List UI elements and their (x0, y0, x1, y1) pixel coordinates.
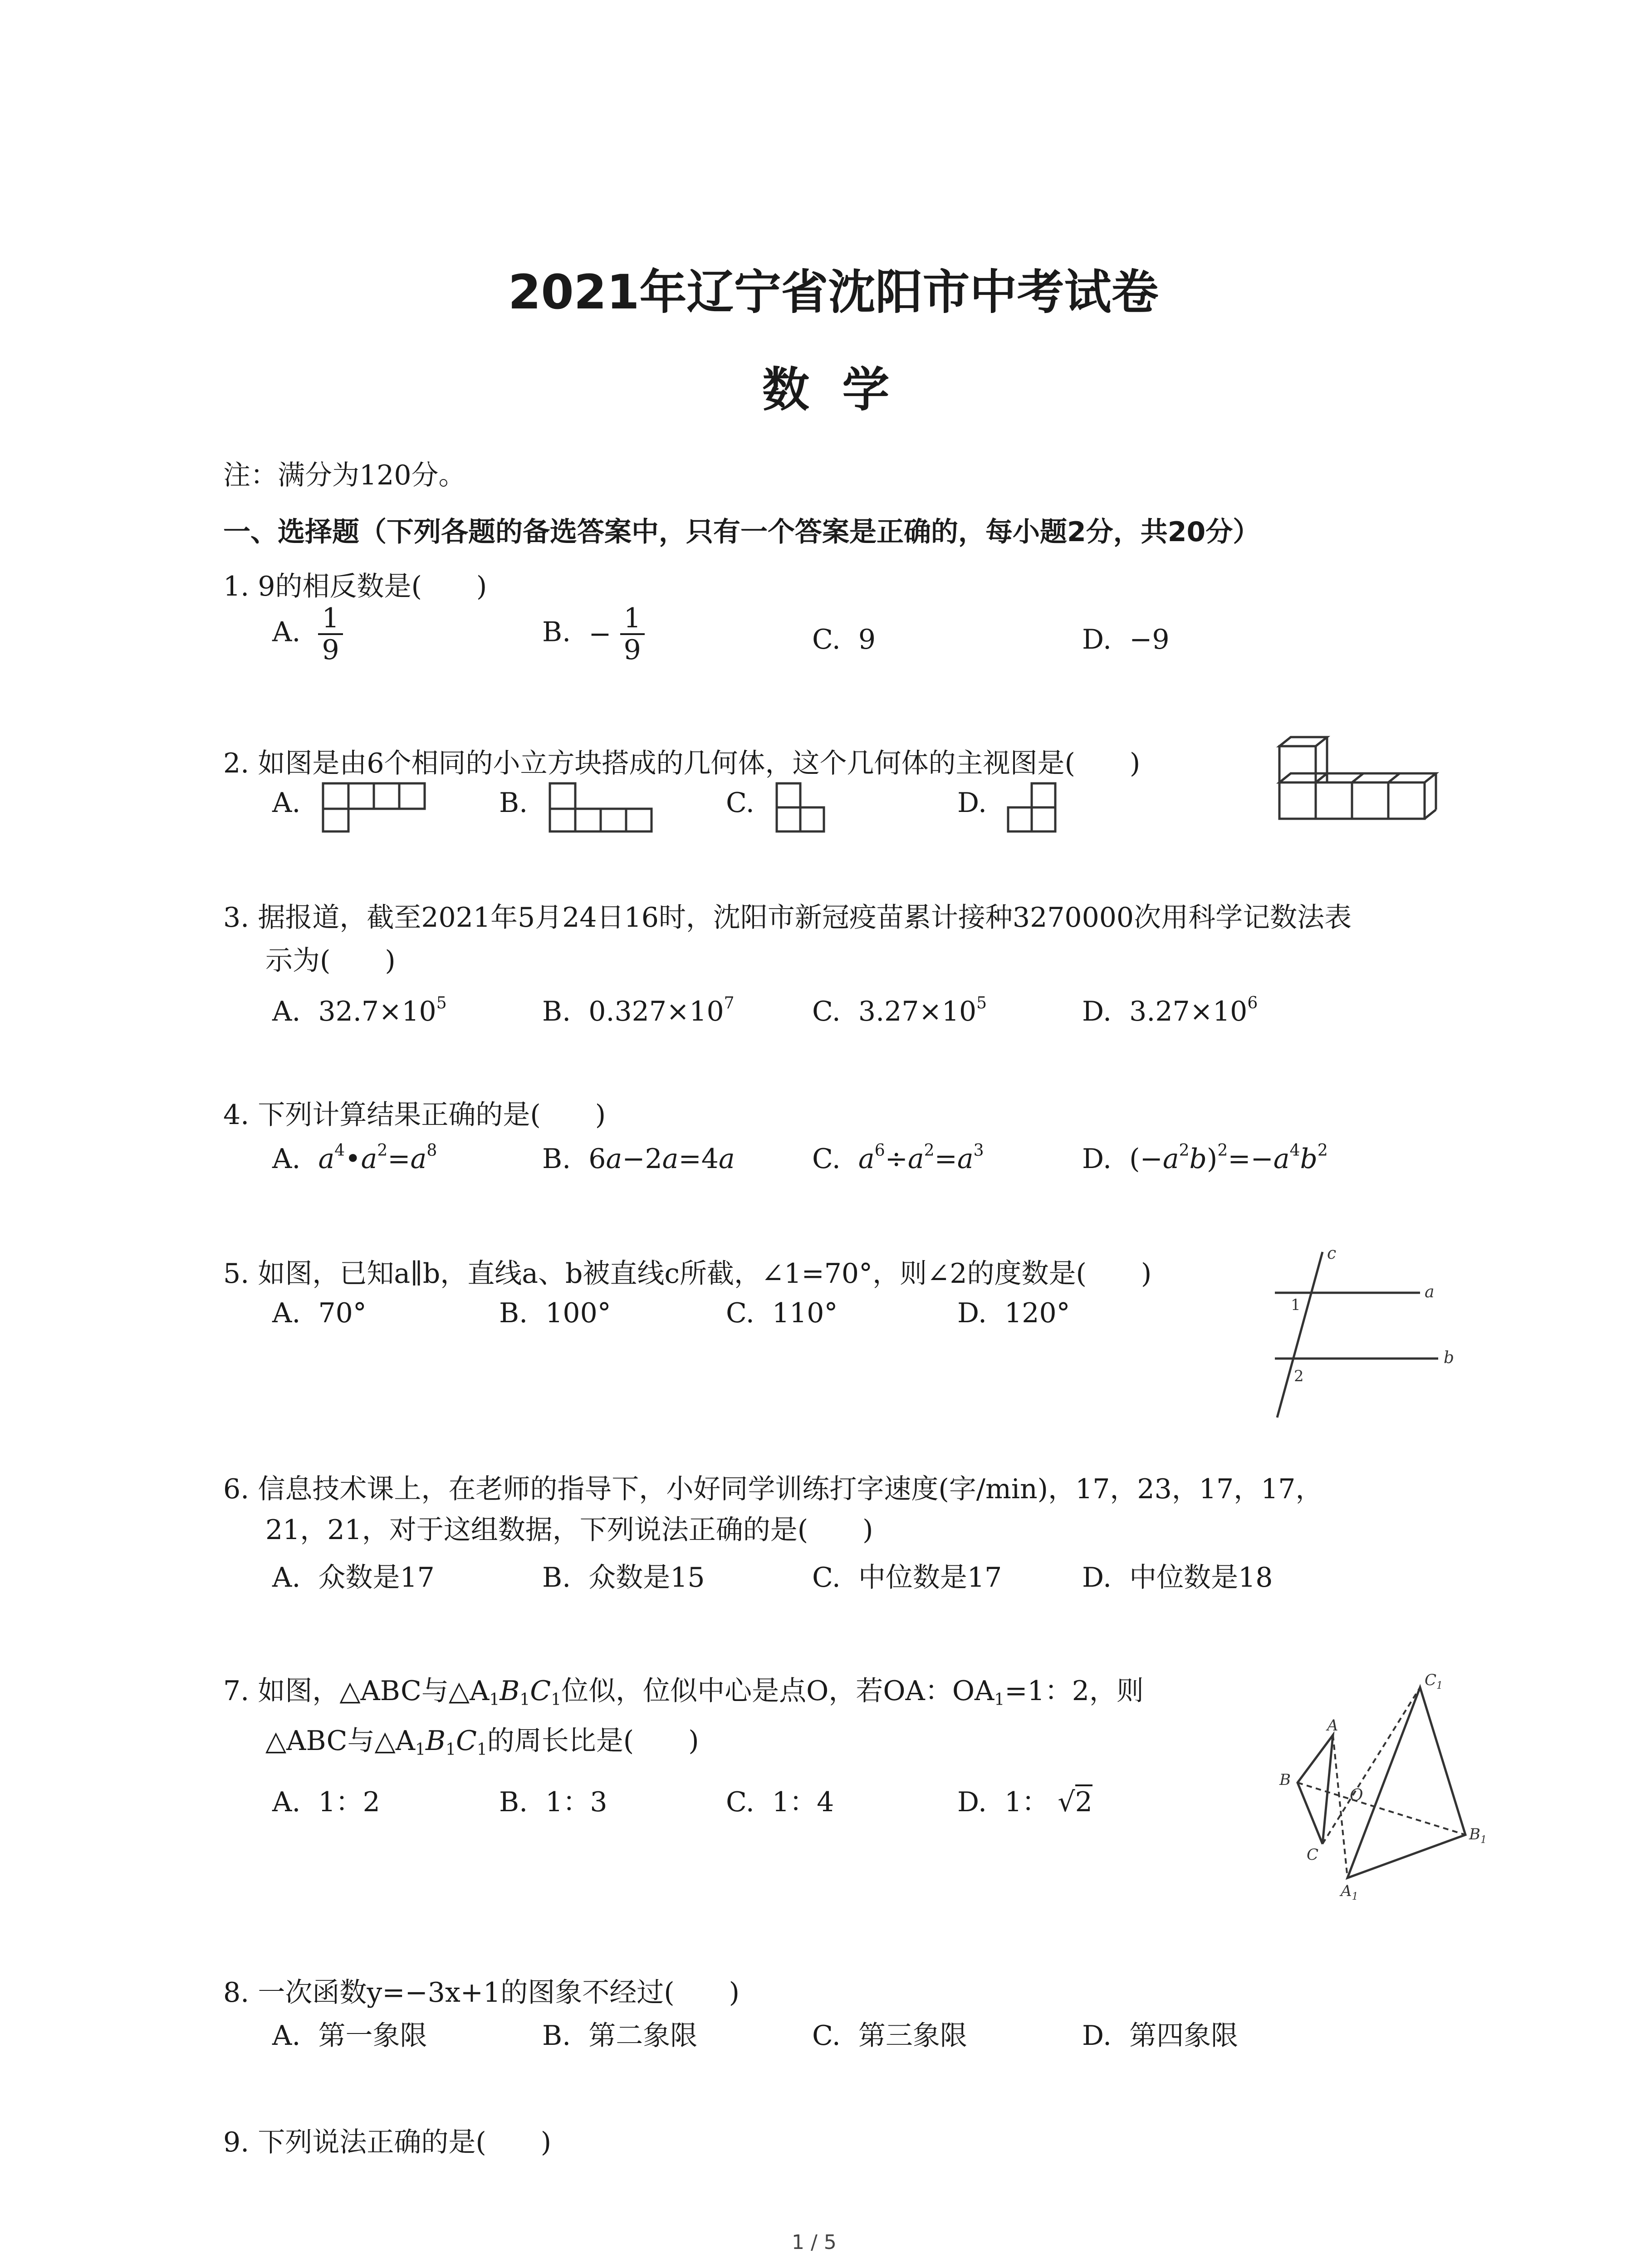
label-O: O (1350, 1786, 1363, 1805)
question-stem-line1: 据报道，截至2021年5月24日16时，沈阳市新冠疫苗累计接种3270000次用科学记数法表 (258, 902, 1352, 934)
q6-option-a (272, 1556, 435, 1595)
option-value: 1：4 (772, 1786, 834, 1818)
question-5 (223, 1252, 1151, 1291)
option-label: A. (272, 2020, 301, 2052)
triangle-a1b1c1 (1347, 1687, 1465, 1878)
option-value (318, 996, 446, 1027)
option-label: D. (957, 1297, 987, 1329)
option-label: B. (542, 2020, 571, 2052)
q2-option-d-label: D. (957, 787, 987, 819)
option-label: B. (499, 1786, 528, 1818)
q4-option-b (542, 1143, 735, 1175)
fraction (620, 603, 645, 665)
option-label: D. (1082, 1143, 1112, 1175)
option-label: B. (499, 1297, 528, 1329)
q5-option-a (272, 1297, 367, 1329)
question-4 (223, 1093, 606, 1132)
question-6-line2: 21，21，对于这组数据，下列说法正确的是( ) (265, 1514, 873, 1546)
q7-option-d (957, 1780, 1092, 1819)
label-a: a (1425, 1283, 1435, 1301)
q5-option-d (957, 1297, 1070, 1329)
question-1 (223, 565, 487, 604)
q6-option-c (812, 1556, 1002, 1595)
question-number: 3. (223, 902, 250, 934)
fraction-numerator: 1 (318, 603, 343, 635)
triangle-abc (1298, 1735, 1333, 1844)
exponent: 5 (436, 994, 447, 1012)
option-value (1129, 996, 1258, 1027)
option-label: D. (1082, 624, 1112, 655)
option-value: $a^4•a^2=a^8$ (318, 1141, 437, 1175)
question-3-line2: 示为( ) (265, 945, 396, 977)
question-stem: 下列说法正确的是( ) (258, 2126, 552, 2158)
option-value: 1：2 (318, 1786, 380, 1818)
section-heading-choice: 一、选择题（下列各题的备选答案中，只有一个答案是正确的，每小题2分，共20分） (223, 516, 1260, 548)
question-8 (223, 1971, 740, 2010)
q2-option-d-view (1007, 782, 1062, 832)
mantissa: 0.327×10 (588, 996, 724, 1027)
fraction (318, 603, 343, 665)
option-label: C. (812, 1143, 841, 1175)
question-6 (223, 1467, 1323, 1506)
exponent: 6 (1247, 994, 1258, 1012)
option-value: −9 (1129, 624, 1170, 655)
q4-option-c (812, 1143, 984, 1175)
question-7-line2: △ABC与$\triangle A_1B_1C_1$的周长比是( ) (265, 1725, 699, 1759)
q8-option-a (272, 2014, 427, 2053)
option-label: C. (726, 1297, 754, 1329)
option-value: 第四象限 (1129, 2020, 1239, 2052)
q7-option-a (272, 1780, 380, 1819)
line-c (1277, 1252, 1323, 1418)
fraction-denominator: 9 (322, 634, 339, 666)
q1-option-a (272, 603, 343, 665)
option-value: 众数是17 (318, 1562, 435, 1593)
fraction-denominator: 9 (623, 634, 641, 666)
q5-option-c (726, 1297, 838, 1329)
q8-option-b (542, 2014, 697, 2053)
radicand: 2 (1075, 1784, 1092, 1818)
question-number: 6. (223, 1473, 250, 1505)
option-value: 70° (318, 1297, 367, 1329)
question-stem-line1: 如图，△ABC与$\triangle A_1B_1C_1$位似，位似中心是点O，若OA：$OA_1=1$：2，则 (258, 1675, 1144, 1709)
option-label: A. (272, 616, 301, 648)
q1-option-b (542, 603, 645, 665)
q5-option-b (499, 1297, 611, 1329)
option-label: A. (272, 1562, 301, 1593)
option-label: C. (812, 1562, 841, 1593)
question-number: 9. (223, 2126, 250, 2158)
q7-option-b (499, 1780, 607, 1819)
question-number: 5. (223, 1258, 250, 1290)
q1-option-d (1082, 624, 1170, 655)
option-label: B. (542, 616, 571, 648)
option-value: $a^6\div a^2=a^3$ (858, 1141, 984, 1175)
question-stem: 9的相反数是( ) (258, 571, 487, 602)
exponent: 7 (724, 994, 735, 1012)
option-value: 中位数是17 (858, 1562, 1002, 1593)
label-A1: $A_1$ (1341, 1882, 1358, 1902)
option-value: 1： (1004, 1786, 1049, 1818)
option-label: B. (542, 996, 571, 1027)
option-label: D. (957, 1786, 987, 1818)
label-A: A (1327, 1716, 1338, 1735)
question-number: 7. (223, 1675, 250, 1707)
label-angle-2: 2 (1294, 1367, 1304, 1385)
label-C1: $C_1$ (1425, 1671, 1443, 1691)
option-value (588, 996, 734, 1027)
option-value: 众数是15 (588, 1562, 705, 1593)
question-7 (223, 1669, 1144, 1708)
question-stem: 如图，已知a∥b，直线a、b被直线c所截，∠1=70°，则∠2的度数是( ) (258, 1258, 1152, 1290)
label-B: B (1279, 1771, 1291, 1789)
label-b: b (1444, 1349, 1455, 1367)
q3-option-a (272, 996, 447, 1027)
option-value: 120° (1004, 1297, 1070, 1329)
question-3 (223, 896, 1352, 935)
question-stem-line1: 信息技术课上，在老师的指导下，小好同学训练打字速度(字/min)，17，23，17，17， (258, 1473, 1323, 1505)
option-label: A. (272, 1786, 301, 1818)
option-label: B. (542, 1143, 571, 1175)
fraction-numerator: 1 (620, 603, 645, 635)
mantissa: 32.7×10 (318, 996, 436, 1027)
option-value: 6a−2a=4a (588, 1143, 735, 1175)
option-label: D. (1082, 1562, 1112, 1593)
option-label: A. (272, 1297, 301, 1329)
q5-parallel-lines-figure (1266, 1243, 1456, 1424)
q6-option-d (1082, 1556, 1273, 1595)
q2-option-c-view (776, 782, 830, 832)
option-label: A. (272, 996, 301, 1027)
option-label: A. (272, 1143, 301, 1175)
question-stem: 一次函数y=−3x+1的图象不经过( ) (258, 1977, 740, 2009)
q2-option-a-view (322, 782, 426, 832)
q8-option-c (812, 2014, 967, 2053)
question-2 (223, 742, 1140, 781)
question-number: 4. (223, 1099, 250, 1131)
question-number: 2. (223, 748, 250, 779)
q4-option-d (1082, 1143, 1328, 1175)
q7-option-c (726, 1780, 834, 1819)
q2-option-b-label: B. (499, 787, 528, 819)
option-value: 第一象限 (318, 2020, 427, 2052)
question-9 (223, 2121, 551, 2160)
subject-title: 数 学 (762, 362, 890, 417)
q4-option-a (272, 1143, 437, 1175)
label-c: c (1327, 1244, 1337, 1263)
sqrt-icon: √ (1058, 1786, 1075, 1818)
question-stem: 下列计算结果正确的是( ) (258, 1099, 606, 1131)
option-label: D. (1082, 2020, 1112, 2052)
q3-option-c (812, 996, 987, 1027)
exam-title: 2021年辽宁省沈阳市中考试卷 (508, 264, 1159, 320)
option-label: C. (726, 1786, 754, 1818)
q1-option-c (812, 624, 876, 655)
q3-option-d (1082, 996, 1258, 1027)
label-B1: $B_1$ (1469, 1825, 1487, 1846)
label-C: C (1307, 1846, 1319, 1864)
q3-option-b (542, 996, 735, 1027)
minus-sign: − (588, 618, 612, 650)
option-label: C. (812, 624, 841, 655)
q2-option-b-view (549, 782, 658, 832)
score-note: 注：满分为120分。 (223, 459, 466, 491)
option-label: D. (1082, 996, 1112, 1027)
option-value: 100° (545, 1297, 611, 1329)
option-value: 中位数是18 (1129, 1562, 1273, 1593)
q8-option-d (1082, 2014, 1238, 2053)
question-number: 8. (223, 1977, 250, 2009)
q2-option-a-label: A. (272, 787, 301, 819)
option-value: 9 (858, 624, 876, 655)
option-value: $(-a^2b)^2=-a^4b^2$ (1129, 1141, 1328, 1175)
label-angle-1: 1 (1291, 1296, 1301, 1314)
q2-solid-figure (1266, 728, 1447, 837)
option-value: 第三象限 (858, 2020, 967, 2052)
q2-option-c-label: C. (726, 787, 754, 819)
option-value (858, 996, 987, 1027)
option-value: 第二象限 (588, 2020, 698, 2052)
mantissa: 3.27×10 (858, 996, 977, 1027)
q7-homothety-figure (1270, 1665, 1487, 1902)
question-number: 1. (223, 571, 250, 602)
option-label: C. (812, 2020, 841, 2052)
exponent: 5 (976, 994, 987, 1012)
option-value: 110° (772, 1297, 838, 1329)
option-label: C. (812, 996, 841, 1027)
option-label: B. (542, 1562, 571, 1593)
option-value: 1：3 (545, 1786, 607, 1818)
mantissa: 3.27×10 (1129, 996, 1248, 1027)
question-stem: 如图是由6个相同的小立方块搭成的几何体，这个几何体的主视图是( ) (258, 748, 1141, 779)
q6-option-b (542, 1556, 705, 1595)
page-number: 1 / 5 (792, 2231, 837, 2254)
